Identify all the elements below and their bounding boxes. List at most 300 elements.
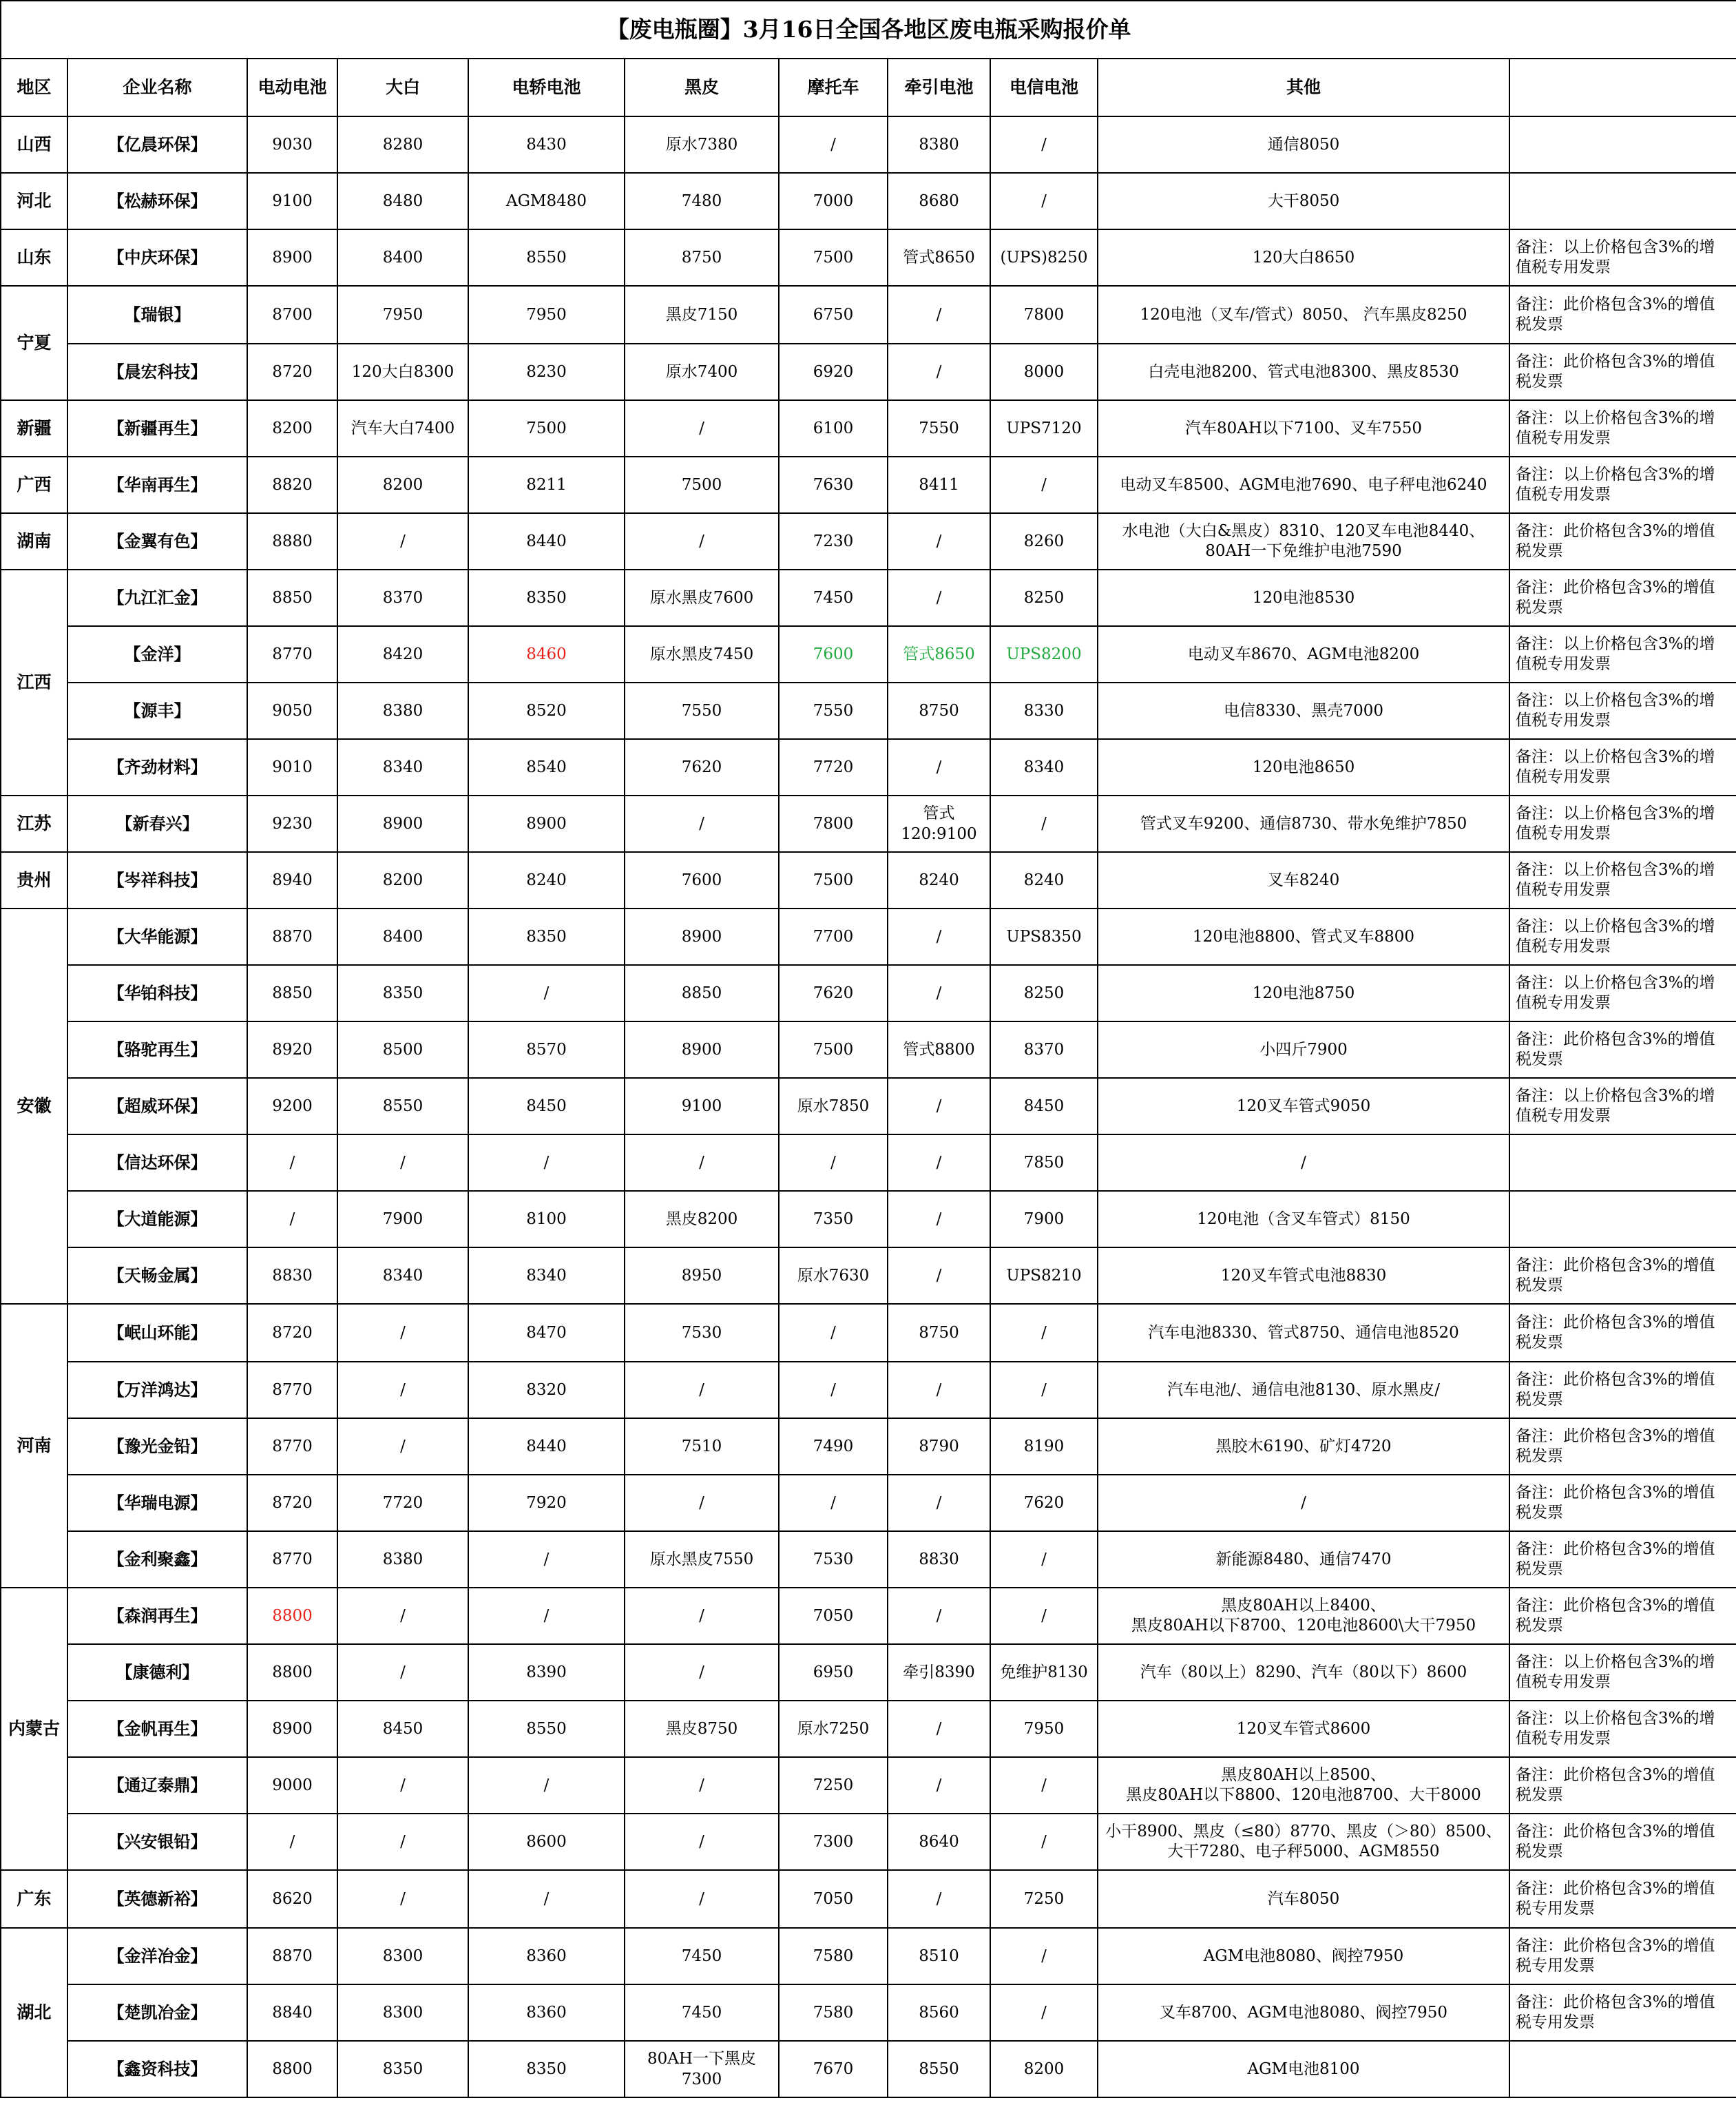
company-cell: 【豫光金铅】 xyxy=(67,1418,247,1475)
motorcycle-cell: 6750 xyxy=(779,286,888,344)
other-cell: 黑皮80AH以上8400、 黑皮80AH以下8700、120电池8600\大干7950 xyxy=(1098,1588,1509,1644)
car-battery-cell: 8350 xyxy=(468,909,625,965)
header-heipi: 黑皮 xyxy=(625,59,779,116)
company-cell: 【岑祥科技】 xyxy=(67,852,247,909)
header-company: 企业名称 xyxy=(67,59,247,116)
telecom-cell: UPS8210 xyxy=(990,1247,1098,1304)
note-cell: 备注：以上价格包含3%的增值税专用发票 xyxy=(1509,796,1736,852)
note-cell: 备注：此价格包含3%的增值税发票 xyxy=(1509,1814,1736,1870)
other-cell: 120电池8650 xyxy=(1098,739,1509,796)
company-cell: 【兴安银铅】 xyxy=(67,1814,247,1870)
table-row xyxy=(1,173,1736,229)
table-row xyxy=(1,1247,1736,1304)
other-cell: 120电池（叉车/管式）8050、 汽车黑皮8250 xyxy=(1098,286,1509,344)
other-cell: 水电池（大白&黑皮）8310、120叉车电池8440、80AH一下免维护电池7590 xyxy=(1098,513,1509,570)
region-cell: 宁夏 xyxy=(1,286,67,400)
company-cell: 【鑫资科技】 xyxy=(67,2041,247,2097)
traction-cell: / xyxy=(888,286,990,344)
dabai-cell: 8380 xyxy=(337,1531,468,1588)
car-battery-cell: / xyxy=(468,965,625,1021)
traction-cell: 8680 xyxy=(888,173,990,229)
electric-cell: 8720 xyxy=(247,344,337,400)
electric-cell: 8720 xyxy=(247,1304,337,1362)
dabai-cell: 7900 xyxy=(337,1191,468,1247)
dabai-cell: 8280 xyxy=(337,116,468,173)
heipi-cell: / xyxy=(625,1475,779,1531)
heipi-cell: / xyxy=(625,1588,779,1644)
dabai-cell: / xyxy=(337,1870,468,1928)
table-row xyxy=(1,1757,1736,1814)
other-cell: 新能源8480、通信7470 xyxy=(1098,1531,1509,1588)
electric-cell: 8900 xyxy=(247,1701,337,1757)
telecom-cell: 8260 xyxy=(990,513,1098,570)
electric-cell: 9000 xyxy=(247,1757,337,1814)
heipi-cell: 原水黑皮7450 xyxy=(625,626,779,683)
motorcycle-cell: 7700 xyxy=(779,909,888,965)
dabai-cell: 8380 xyxy=(337,683,468,739)
car-battery-cell: 8240 xyxy=(468,852,625,909)
heipi-cell: 7450 xyxy=(625,1984,779,2041)
region-cell: 新疆 xyxy=(1,400,67,457)
heipi-cell: 7480 xyxy=(625,173,779,229)
heipi-cell: / xyxy=(625,1362,779,1418)
electric-cell: 8800 xyxy=(247,2041,337,2097)
telecom-cell: 8330 xyxy=(990,683,1098,739)
telecom-cell: UPS8350 xyxy=(990,909,1098,965)
table-row xyxy=(1,1644,1736,1701)
telecom-cell: / xyxy=(990,1757,1098,1814)
dabai-cell: 8340 xyxy=(337,739,468,796)
traction-cell: / xyxy=(888,344,990,400)
motorcycle-cell: 7050 xyxy=(779,1870,888,1928)
traction-cell: 8750 xyxy=(888,683,990,739)
telecom-cell: 7620 xyxy=(990,1475,1098,1531)
motorcycle-cell: 6950 xyxy=(779,1644,888,1701)
other-cell: 120大白8650 xyxy=(1098,229,1509,286)
heipi-cell: 8900 xyxy=(625,909,779,965)
heipi-cell: 8850 xyxy=(625,965,779,1021)
table-row xyxy=(1,1191,1736,1247)
note-cell: 备注：此价格包含3%的增值税发票 xyxy=(1509,1362,1736,1418)
header-telecom: 电信电池 xyxy=(990,59,1098,116)
motorcycle-cell: 7600 xyxy=(779,626,888,683)
telecom-cell: 8340 xyxy=(990,739,1098,796)
dabai-cell: / xyxy=(337,1814,468,1870)
telecom-cell: / xyxy=(990,1814,1098,1870)
electric-cell: 9100 xyxy=(247,173,337,229)
company-cell: 【超威环保】 xyxy=(67,1078,247,1134)
motorcycle-cell: 7500 xyxy=(779,852,888,909)
header-motorcycle: 摩托车 xyxy=(779,59,888,116)
car-battery-cell: 8390 xyxy=(468,1644,625,1701)
car-battery-cell: / xyxy=(468,1588,625,1644)
motorcycle-cell: 7450 xyxy=(779,570,888,626)
table-row xyxy=(1,570,1736,626)
heipi-cell: 7510 xyxy=(625,1418,779,1475)
car-battery-cell: 8460 xyxy=(468,626,625,683)
electric-cell: / xyxy=(247,1814,337,1870)
other-cell: 小四斤7900 xyxy=(1098,1021,1509,1078)
header-row xyxy=(1,59,1736,116)
table-row xyxy=(1,229,1736,286)
traction-cell: 8411 xyxy=(888,457,990,513)
traction-cell: 管式120:9100 xyxy=(888,796,990,852)
traction-cell: / xyxy=(888,1247,990,1304)
car-battery-cell: 8900 xyxy=(468,796,625,852)
traction-cell: 8380 xyxy=(888,116,990,173)
car-battery-cell: 8340 xyxy=(468,1247,625,1304)
motorcycle-cell: 7550 xyxy=(779,683,888,739)
table-row xyxy=(1,2041,1736,2097)
dabai-cell: 8350 xyxy=(337,965,468,1021)
traction-cell: / xyxy=(888,1475,990,1531)
table-row xyxy=(1,1984,1736,2041)
electric-cell: 8870 xyxy=(247,1928,337,1984)
note-cell: 备注：此价格包含3%的增值税发票 xyxy=(1509,1475,1736,1531)
company-cell: 【新疆再生】 xyxy=(67,400,247,457)
other-cell: 120电池（含叉车管式）8150 xyxy=(1098,1191,1509,1247)
motorcycle-cell: / xyxy=(779,116,888,173)
table-row xyxy=(1,286,1736,344)
table-row xyxy=(1,400,1736,457)
car-battery-cell: 8440 xyxy=(468,1418,625,1475)
company-cell: 【松赫环保】 xyxy=(67,173,247,229)
note-cell: 备注：以上价格包含3%的增值税专用发票 xyxy=(1509,1644,1736,1701)
electric-cell: 8720 xyxy=(247,1475,337,1531)
heipi-cell: 7550 xyxy=(625,683,779,739)
table-row xyxy=(1,1362,1736,1418)
motorcycle-cell: 原水7630 xyxy=(779,1247,888,1304)
table-row xyxy=(1,1588,1736,1644)
note-cell: 备注：以上价格包含3%的增值税专用发票 xyxy=(1509,457,1736,513)
heipi-cell: / xyxy=(625,400,779,457)
note-cell: 备注：此价格包含3%的增值税专用发票 xyxy=(1509,1984,1736,2041)
dabai-cell: / xyxy=(337,1304,468,1362)
header-electric: 电动电池 xyxy=(247,59,337,116)
car-battery-cell: 7500 xyxy=(468,400,625,457)
car-battery-cell: 8350 xyxy=(468,570,625,626)
heipi-cell: 黑皮8750 xyxy=(625,1701,779,1757)
dabai-cell: 8350 xyxy=(337,2041,468,2097)
traction-cell: / xyxy=(888,1588,990,1644)
company-cell: 【康德利】 xyxy=(67,1644,247,1701)
company-cell: 【源丰】 xyxy=(67,683,247,739)
traction-cell: / xyxy=(888,1134,990,1191)
dabai-cell: / xyxy=(337,1362,468,1418)
note-cell xyxy=(1509,1191,1736,1247)
car-battery-cell: 8520 xyxy=(468,683,625,739)
other-cell: 120叉车管式8600 xyxy=(1098,1701,1509,1757)
telecom-cell: / xyxy=(990,1588,1098,1644)
other-cell: 汽车电池8330、管式8750、通信电池8520 xyxy=(1098,1304,1509,1362)
heipi-cell: 8950 xyxy=(625,1247,779,1304)
table-row xyxy=(1,1134,1736,1191)
table-row xyxy=(1,513,1736,570)
heipi-cell: 9100 xyxy=(625,1078,779,1134)
electric-cell: 8770 xyxy=(247,1418,337,1475)
car-battery-cell: 8570 xyxy=(468,1021,625,1078)
telecom-cell: UPS7120 xyxy=(990,400,1098,457)
traction-cell: / xyxy=(888,965,990,1021)
header-region: 地区 xyxy=(1,59,67,116)
motorcycle-cell: 7490 xyxy=(779,1418,888,1475)
header-traction: 牵引电池 xyxy=(888,59,990,116)
heipi-cell: 原水黑皮7600 xyxy=(625,570,779,626)
region-cell: 内蒙古 xyxy=(1,1588,67,1870)
car-battery-cell: 8430 xyxy=(468,116,625,173)
sheet-title: 【废电瓶圈】3月16日全国各地区废电瓶采购报价单 xyxy=(1,1,1736,59)
traction-cell: / xyxy=(888,1078,990,1134)
dabai-cell: 8200 xyxy=(337,852,468,909)
company-cell: 【九江汇金】 xyxy=(67,570,247,626)
company-cell: 【金洋】 xyxy=(67,626,247,683)
dabai-cell: 8300 xyxy=(337,1928,468,1984)
dabai-cell: / xyxy=(337,513,468,570)
heipi-cell: 原水黑皮7550 xyxy=(625,1531,779,1588)
motorcycle-cell: 7720 xyxy=(779,739,888,796)
heipi-cell: / xyxy=(625,796,779,852)
motorcycle-cell: 7580 xyxy=(779,1928,888,1984)
other-cell: 叉车8700、AGM电池8080、阀控7950 xyxy=(1098,1984,1509,2041)
motorcycle-cell: 原水7250 xyxy=(779,1701,888,1757)
company-cell: 【信达环保】 xyxy=(67,1134,247,1191)
car-battery-cell: 8360 xyxy=(468,1928,625,1984)
electric-cell: 8880 xyxy=(247,513,337,570)
motorcycle-cell: 7580 xyxy=(779,1984,888,2041)
other-cell: 电动叉车8500、AGM电池7690、电子秤电池6240 xyxy=(1098,457,1509,513)
table-row xyxy=(1,344,1736,400)
electric-cell: / xyxy=(247,1134,337,1191)
dabai-cell: 7950 xyxy=(337,286,468,344)
telecom-cell: 8250 xyxy=(990,965,1098,1021)
region-cell: 湖南 xyxy=(1,513,67,570)
note-cell xyxy=(1509,2041,1736,2097)
motorcycle-cell: 6100 xyxy=(779,400,888,457)
company-cell: 【瑞银】 xyxy=(67,286,247,344)
traction-cell: 8640 xyxy=(888,1814,990,1870)
car-battery-cell: / xyxy=(468,1134,625,1191)
note-cell: 备注：以上价格包含3%的增值税专用发票 xyxy=(1509,852,1736,909)
telecom-cell: / xyxy=(990,1984,1098,2041)
car-battery-cell: / xyxy=(468,1531,625,1588)
telecom-cell: 8240 xyxy=(990,852,1098,909)
electric-cell: 8850 xyxy=(247,570,337,626)
telecom-cell: / xyxy=(990,1304,1098,1362)
dabai-cell: 8550 xyxy=(337,1078,468,1134)
electric-cell: 8770 xyxy=(247,1531,337,1588)
table-row xyxy=(1,1304,1736,1362)
company-cell: 【万洋鸿达】 xyxy=(67,1362,247,1418)
traction-cell: / xyxy=(888,909,990,965)
traction-cell: 7550 xyxy=(888,400,990,457)
electric-cell: 9030 xyxy=(247,116,337,173)
company-cell: 【金洋冶金】 xyxy=(67,1928,247,1984)
dabai-cell: 7720 xyxy=(337,1475,468,1531)
dabai-cell: 汽车大白7400 xyxy=(337,400,468,457)
motorcycle-cell: / xyxy=(779,1134,888,1191)
traction-cell: 牵引8390 xyxy=(888,1644,990,1701)
table-row xyxy=(1,683,1736,739)
table-row xyxy=(1,796,1736,852)
note-cell xyxy=(1509,116,1736,173)
note-cell: 备注：以上价格包含3%的增值税专用发票 xyxy=(1509,229,1736,286)
heipi-cell: 8900 xyxy=(625,1021,779,1078)
motorcycle-cell: / xyxy=(779,1475,888,1531)
telecom-cell: 7250 xyxy=(990,1870,1098,1928)
motorcycle-cell: 7300 xyxy=(779,1814,888,1870)
note-cell: 备注：此价格包含3%的增值税发票 xyxy=(1509,513,1736,570)
electric-cell: 9010 xyxy=(247,739,337,796)
table-row xyxy=(1,1814,1736,1870)
heipi-cell: / xyxy=(625,1870,779,1928)
traction-cell: 8510 xyxy=(888,1928,990,1984)
heipi-cell: 7620 xyxy=(625,739,779,796)
car-battery-cell: 8600 xyxy=(468,1814,625,1870)
electric-cell: 8900 xyxy=(247,229,337,286)
dabai-cell: 8370 xyxy=(337,570,468,626)
electric-cell: 9230 xyxy=(247,796,337,852)
motorcycle-cell: 7630 xyxy=(779,457,888,513)
note-cell: 备注：此价格包含3%的增值税发票 xyxy=(1509,1531,1736,1588)
note-cell: 备注：以上价格包含3%的增值税专用发票 xyxy=(1509,626,1736,683)
electric-cell: 8770 xyxy=(247,626,337,683)
company-cell: 【森润再生】 xyxy=(67,1588,247,1644)
note-cell: 备注：此价格包含3%的增值税发票 xyxy=(1509,1757,1736,1814)
other-cell: 叉车8240 xyxy=(1098,852,1509,909)
other-cell: 小干8900、黑皮（≤80）8770、黑皮（＞80）8500、大干7280、电子秤5000、AGM8550 xyxy=(1098,1814,1509,1870)
table-row xyxy=(1,1078,1736,1134)
electric-cell: 8940 xyxy=(247,852,337,909)
heipi-cell: / xyxy=(625,1757,779,1814)
electric-cell: / xyxy=(247,1191,337,1247)
dabai-cell: / xyxy=(337,1588,468,1644)
dabai-cell: 8450 xyxy=(337,1701,468,1757)
company-cell: 【骆驼再生】 xyxy=(67,1021,247,1078)
region-cell: 河北 xyxy=(1,173,67,229)
motorcycle-cell: 7250 xyxy=(779,1757,888,1814)
electric-cell: 8870 xyxy=(247,909,337,965)
region-cell: 广东 xyxy=(1,1870,67,1928)
motorcycle-cell: 7230 xyxy=(779,513,888,570)
car-battery-cell: 8470 xyxy=(468,1304,625,1362)
region-cell: 广西 xyxy=(1,457,67,513)
table-row xyxy=(1,852,1736,909)
traction-cell: / xyxy=(888,513,990,570)
header-other: 其他 xyxy=(1098,59,1509,116)
motorcycle-cell: 7000 xyxy=(779,173,888,229)
note-cell: 备注：此价格包含3%的增值税发票 xyxy=(1509,1418,1736,1475)
region-cell: 湖北 xyxy=(1,1928,67,2097)
telecom-cell: 7900 xyxy=(990,1191,1098,1247)
note-cell: 备注：此价格包含3%的增值税发票 xyxy=(1509,570,1736,626)
traction-cell: 8830 xyxy=(888,1531,990,1588)
telecom-cell: / xyxy=(990,116,1098,173)
dabai-cell: 8400 xyxy=(337,909,468,965)
company-cell: 【中庆环保】 xyxy=(67,229,247,286)
telecom-cell: / xyxy=(990,1531,1098,1588)
electric-cell: 8800 xyxy=(247,1644,337,1701)
electric-cell: 8800 xyxy=(247,1588,337,1644)
other-cell: 汽车电池/、通信电池8130、原水黑皮/ xyxy=(1098,1362,1509,1418)
motorcycle-cell: 7350 xyxy=(779,1191,888,1247)
other-cell: 120电池8530 xyxy=(1098,570,1509,626)
table-row xyxy=(1,739,1736,796)
note-cell: 备注：此价格包含3%的增值税专用发票 xyxy=(1509,1870,1736,1928)
region-cell: 山东 xyxy=(1,229,67,286)
table-row xyxy=(1,1870,1736,1928)
table-row xyxy=(1,1531,1736,1588)
note-cell: 备注：此价格包含3%的增值税专用发票 xyxy=(1509,1928,1736,1984)
other-cell: 汽车80AH以下7100、叉车7550 xyxy=(1098,400,1509,457)
note-cell: 备注：此价格包含3%的增值税发票 xyxy=(1509,344,1736,400)
telecom-cell: 8200 xyxy=(990,2041,1098,2097)
note-cell: 备注：此价格包含3%的增值税发票 xyxy=(1509,1247,1736,1304)
note-cell: 备注：此价格包含3%的增值税发票 xyxy=(1509,286,1736,344)
traction-cell: 管式8800 xyxy=(888,1021,990,1078)
company-cell: 【新春兴】 xyxy=(67,796,247,852)
company-cell: 【晨宏科技】 xyxy=(67,344,247,400)
table-row xyxy=(1,909,1736,965)
car-battery-cell: / xyxy=(468,1870,625,1928)
heipi-cell: 7530 xyxy=(625,1304,779,1362)
dabai-cell: / xyxy=(337,1134,468,1191)
electric-cell: 8700 xyxy=(247,286,337,344)
heipi-cell: / xyxy=(625,1814,779,1870)
table-row xyxy=(1,457,1736,513)
note-cell: 备注：以上价格包含3%的增值税专用发票 xyxy=(1509,400,1736,457)
region-cell: 贵州 xyxy=(1,852,67,909)
motorcycle-cell: 6920 xyxy=(779,344,888,400)
heipi-cell: 原水7380 xyxy=(625,116,779,173)
other-cell: 120电池8750 xyxy=(1098,965,1509,1021)
other-cell: 汽车8050 xyxy=(1098,1870,1509,1928)
heipi-cell: / xyxy=(625,513,779,570)
region-cell: 安徽 xyxy=(1,909,67,1304)
motorcycle-cell: / xyxy=(779,1362,888,1418)
table-row xyxy=(1,1418,1736,1475)
company-cell: 【华铂科技】 xyxy=(67,965,247,1021)
electric-cell: 8850 xyxy=(247,965,337,1021)
other-cell: 白壳电池8200、管式电池8300、黑皮8530 xyxy=(1098,344,1509,400)
traction-cell: 8550 xyxy=(888,2041,990,2097)
note-cell: 备注：以上价格包含3%的增值税专用发票 xyxy=(1509,1701,1736,1757)
note-cell: 备注：此价格包含3%的增值税发票 xyxy=(1509,1021,1736,1078)
electric-cell: 8820 xyxy=(247,457,337,513)
table-row xyxy=(1,965,1736,1021)
telecom-cell: / xyxy=(990,173,1098,229)
telecom-cell: / xyxy=(990,1362,1098,1418)
dabai-cell: 8900 xyxy=(337,796,468,852)
other-cell: 黑胶木6190、矿灯4720 xyxy=(1098,1418,1509,1475)
motorcycle-cell: 7500 xyxy=(779,1021,888,1078)
table-row xyxy=(1,116,1736,173)
other-cell: 电动叉车8670、AGM电池8200 xyxy=(1098,626,1509,683)
car-battery-cell: 7920 xyxy=(468,1475,625,1531)
motorcycle-cell: 7500 xyxy=(779,229,888,286)
car-battery-cell: 8350 xyxy=(468,2041,625,2097)
car-battery-cell: 8450 xyxy=(468,1078,625,1134)
table-row xyxy=(1,1928,1736,1984)
header-car: 电轿电池 xyxy=(468,59,625,116)
table-row xyxy=(1,1701,1736,1757)
dabai-cell: 8480 xyxy=(337,173,468,229)
note-cell: 备注：此价格包含3%的增值税发票 xyxy=(1509,1304,1736,1362)
company-cell: 【亿晨环保】 xyxy=(67,116,247,173)
electric-cell: 8920 xyxy=(247,1021,337,1078)
telecom-cell: / xyxy=(990,1928,1098,1984)
note-cell: 备注：以上价格包含3%的增值税专用发票 xyxy=(1509,909,1736,965)
electric-cell: 9200 xyxy=(247,1078,337,1134)
